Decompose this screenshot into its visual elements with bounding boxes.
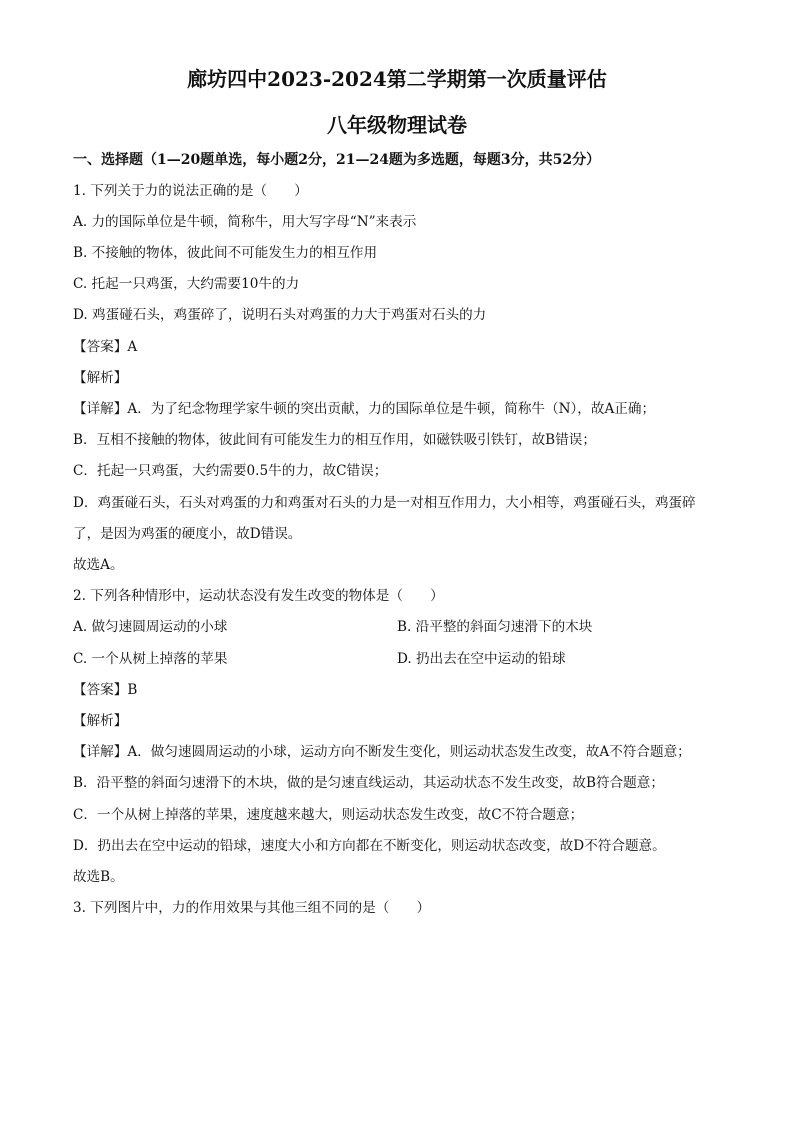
q2-detail: B．沿平整的斜面匀速滑下的木块，做的是匀速直线运动，其运动状态不发生改变，故B符合题意； xyxy=(73,775,664,791)
q1-detail: 【详解】A．为了纪念物理学家牛顿的突出贡献，力的国际单位是牛顿，简称牛（N），故A正确； xyxy=(73,401,656,417)
q2-option-a: A. 做匀速圆周运动的小球 xyxy=(73,619,228,635)
q1-detail: B．互相不接触的物体，彼此间有可能发生力的相互作用，如磁铁吸引铁钉，故B错误； xyxy=(73,432,596,448)
q1-answer: 【答案】A xyxy=(73,339,138,355)
q2-detail: 【详解】A．做匀速圆周运动的小球，运动方向不断发生变化，则运动状态发生改变，故A不符合题意； xyxy=(73,744,691,760)
q2-option-c: C. 一个从树上掉落的苹果 xyxy=(73,651,228,667)
q1-option-c: C. 托起一只鸡蛋，大约需要10牛的力 xyxy=(73,276,300,292)
section-heading: 一、选择题（1—20题单选，每小题2分，21—24题为多选题，每题3分，共52分） xyxy=(73,152,601,168)
q2-stem: 2. 下列各种情形中，运动状态没有发生改变的物体是（ ） xyxy=(73,588,444,604)
q2-conclusion: 故选B。 xyxy=(73,869,124,885)
q1-option-a: A. 力的国际单位是牛顿，简称牛，用大写字母“N”来表示 xyxy=(73,214,417,230)
q1-option-d: D. 鸡蛋碰石头，鸡蛋碎了，说明石头对鸡蛋的力大于鸡蛋对石头的力 xyxy=(73,307,487,323)
q2-option-b: B. 沿平整的斜面匀速滑下的木块 xyxy=(397,619,593,635)
q2-answer: 【答案】B xyxy=(73,682,138,698)
q2-detail: D．扔出去在空中运动的铅球，速度大小和方向都在不断变化，则运动状态改变，故D不符合题意。 xyxy=(73,838,666,854)
q1-detail: 了，是因为鸡蛋的硬度小，故D错误。 xyxy=(73,526,302,542)
q3-stem: 3. 下列图片中，力的作用效果与其他三组不同的是（ ） xyxy=(73,900,431,916)
exam-title: 廊坊四中2023-2024第二学期第一次质量评估 xyxy=(187,67,607,91)
q2-detail: C．一个从树上掉落的苹果，速度越来越大，则运动状态发生改变，故C不符合题意； xyxy=(73,807,584,823)
q2-option-d: D. 扔出去在空中运动的铅球 xyxy=(397,651,566,667)
q1-detail: D．鸡蛋碰石头，石头对鸡蛋的力和鸡蛋对石头的力是一对相互作用力，大小相等，鸡蛋碰石头，鸡蛋碎 xyxy=(73,495,696,511)
exam-subtitle: 八年级物理试卷 xyxy=(327,113,467,137)
q2-analysis: 【解析】 xyxy=(73,713,128,729)
q1-detail: C．托起一只鸡蛋，大约需要0.5牛的力，故C错误； xyxy=(73,463,388,479)
q1-analysis: 【解析】 xyxy=(73,370,128,386)
q1-stem: 1. 下列关于力的说法正确的是（ ） xyxy=(73,183,308,199)
q1-option-b: B. 不接触的物体，彼此间不可能发生力的相互作用 xyxy=(73,245,378,261)
q1-conclusion: 故选A。 xyxy=(73,557,124,573)
